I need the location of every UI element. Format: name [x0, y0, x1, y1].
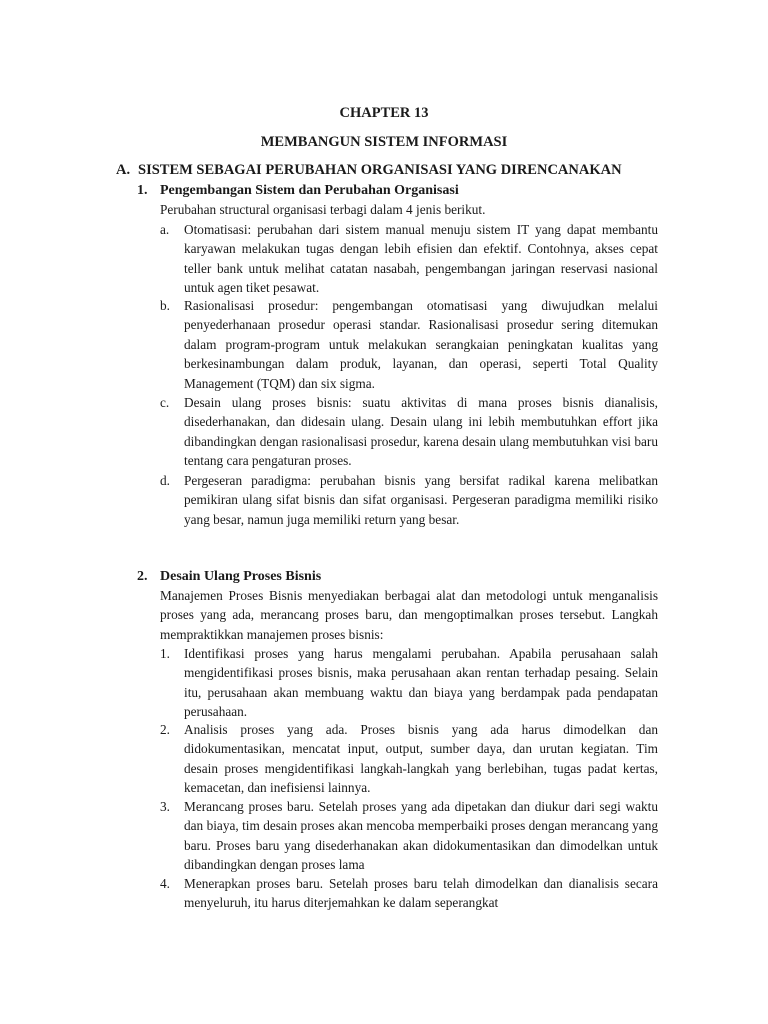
subsection-2-intro: Manajemen Proses Bisnis menyediakan berbagai alat dan metodologi untuk menganalisis proses yang ada, merancang proses baru, dan mengoptimalkan proses tersebut. Langkah mempraktikkan manajemen proses bisnis:: [160, 588, 658, 642]
list-marker: 4.: [160, 876, 170, 891]
list-item-3: [160, 797, 658, 875]
subsection-1-heading: [137, 181, 667, 200]
list-item-1: [160, 644, 658, 722]
subsection-2-heading: [137, 567, 667, 586]
list-marker: 3.: [160, 799, 170, 814]
list-item-2: [160, 720, 658, 798]
list-item-text: Merancang proses baru. Setelah proses yang ada dipetakan dan diukur dari segi waktu dan biaya, tim desain proses akan mencoba memperbaiki proses dengan merancang yang baru. Proses baru yang disederhanakan akan didokumentasikan dan dimodelkan untuk dibandingkan dengan proses lama: [184, 799, 658, 873]
list-item-c: [160, 393, 658, 471]
subsection-1-intro: Perubahan structural organisasi terbagi dalam 4 jenis berikut.: [160, 202, 486, 217]
section-a-marker: A.: [116, 162, 131, 178]
subsection-1-marker: 1.: [137, 183, 148, 198]
subsection-2-marker: 2.: [137, 569, 148, 584]
list-item-b: [160, 296, 658, 393]
list-item-text: Pergeseran paradigma: perubahan bisnis yang bersifat radikal karena melibatkan pemikiran ulang sifat bisnis dan sifat organisasi. Pergeseran paradigma memiliki risiko yang besar, namun juga memiliki return yang besar.: [184, 473, 658, 527]
subsection-2-title: Desain Ulang Proses Bisnis: [160, 569, 322, 584]
list-item-d: [160, 471, 658, 529]
list-marker: c.: [160, 395, 170, 410]
page-title: MEMBANGUN SISTEM INFORMASI: [260, 134, 508, 150]
list-item-text: Identifikasi proses yang harus mengalami perubahan. Apabila perusahaan salah mengidentifikasi proses bisnis, maka perusahaan akan rentan terhadap pesaing. Selain itu, perusahaan akan membuang waktu dan biaya yang berdampak pada pendapatan perusahaan.: [184, 646, 658, 720]
subsection-1-title: Pengembangan Sistem dan Perubahan Organisasi: [160, 183, 459, 198]
list-item-text: Rasionalisasi prosedur: pengembangan otomatisasi yang diwujudkan melalui penyederhanaan prosedur operasi standar. Rasionalisasi prosedur sering ditemukan dalam program-program untuk melakukan serangkaian peningkatan kualitas yang berkesinambungan dalam produk, layanan, dan operasi, seperti Total Quality Management (TQM) dan six sigma.: [184, 298, 658, 391]
list-item-text: Otomatisasi: perubahan dari sistem manual menuju sistem IT yang dapat membantu karyawan melakukan tugas dengan lebih efisien dan efektif. Contohnya, akses cepat teller bank untuk melihat catatan nasabah, pengembangan jaringan reservasi nasional untuk agen tiket pesawat.: [184, 222, 658, 296]
section-a-title: SISTEM SEBAGAI PERUBAHAN ORGANISASI YANG DIRENCANAKAN: [138, 162, 622, 178]
list-item-text: Desain ulang proses bisnis: suatu aktivitas di mana proses bisnis dianalisis, disederhanakan, dan didesain ulang. Desain ulang ini lebih membutuhkan effort jika dibandingkan dengan rasionalisasi prosedur, karena desain ulang membutuhkan visi baru tentang cara pengaturan proses.: [184, 395, 658, 469]
list-marker: a.: [160, 222, 170, 237]
list-marker: 1.: [160, 646, 170, 661]
list-marker: b.: [160, 298, 170, 313]
list-item-text: Menerapkan proses baru. Setelah proses baru telah dimodelkan dan dianalisis secara menyeluruh, itu harus diterjemahkan ke dalam seperangkat: [184, 876, 658, 911]
list-marker: 2.: [160, 722, 170, 737]
list-item-text: Analisis proses yang ada. Proses bisnis yang ada harus dimodelkan dan didokumentasikan, mencatat input, output, sumber daya, dan urutan kegiatan. Tim desain proses mengidentifikasi langkah-langkah yang berlebihan, tugas padat kertas, kemacetan, dan inefisiensi lainnya.: [184, 722, 658, 796]
list-item-a: [160, 220, 658, 298]
chapter-label: CHAPTER 13: [339, 105, 429, 121]
section-a-heading: [116, 161, 676, 180]
list-marker: d.: [160, 473, 170, 488]
list-item-4: [160, 874, 658, 913]
